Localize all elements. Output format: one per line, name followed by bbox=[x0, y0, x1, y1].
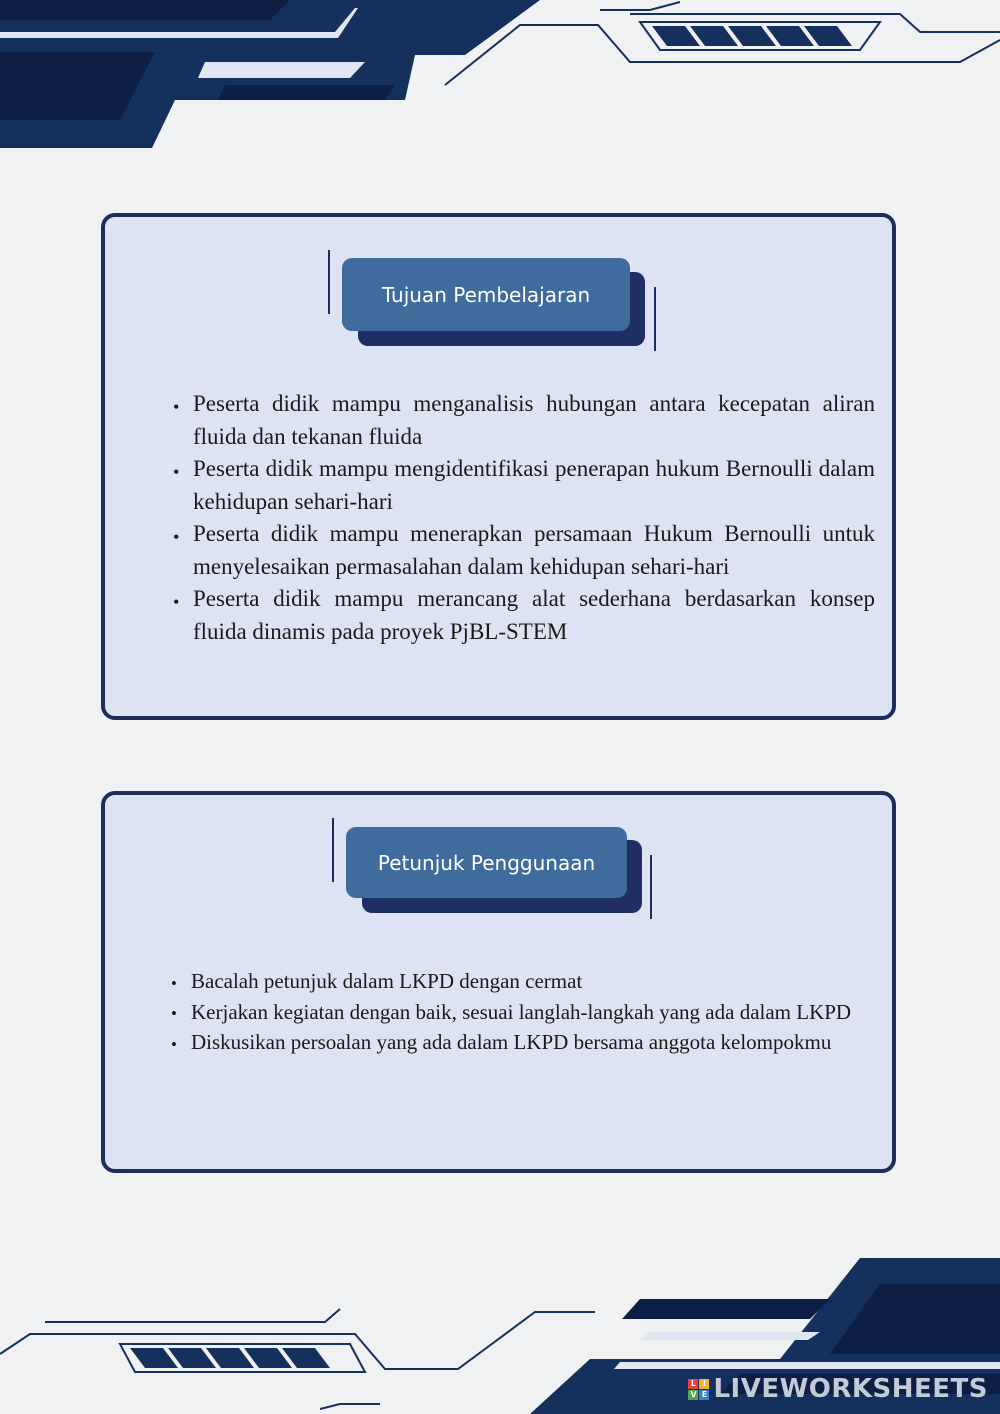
usage-instructions-list bbox=[169, 966, 875, 1058]
usage-instructions-header bbox=[332, 818, 654, 920]
top-decoration bbox=[0, 0, 1000, 160]
list-item: • Kerjakan kegiatan dengan baik, sesuai langlah-langkah yang ada dalam LKPD bbox=[191, 997, 875, 1028]
list-item: • Diskusikan persoalan yang ada dalam LKPD bersama anggota kelompokmu bbox=[191, 1027, 875, 1058]
usage-instructions-title: Petunjuk Penggunaan bbox=[346, 827, 627, 898]
liveworksheets-logo-icon: L I V E bbox=[688, 1379, 709, 1400]
list-item: • Peserta didik mampu menerapkan persamaan Hukum Bernoulli untuk menyelesaikan permasalahan dalam kehidupan sehari-hari bbox=[193, 518, 875, 583]
learning-objectives-title: Tujuan Pembelajaran bbox=[342, 258, 630, 331]
liveworksheets-watermark bbox=[688, 1374, 988, 1404]
learning-objectives-header bbox=[328, 250, 658, 352]
list-item: • Bacalah petunjuk dalam LKPD dengan cermat bbox=[191, 966, 875, 997]
watermark-text: LIVEWORKSHEETS bbox=[713, 1374, 988, 1404]
list-item: • Peserta didik mampu merancang alat sederhana berdasarkan konsep fluida dinamis pada proyek PjBL-STEM bbox=[193, 583, 875, 648]
learning-objectives-list bbox=[171, 388, 875, 648]
list-item: • Peserta didik mampu menganalisis hubungan antara kecepatan aliran fluida dan tekanan fluida bbox=[193, 388, 875, 453]
list-item: • Peserta didik mampu mengidentifikasi penerapan hukum Bernoulli dalam kehidupan sehari-hari bbox=[193, 453, 875, 518]
